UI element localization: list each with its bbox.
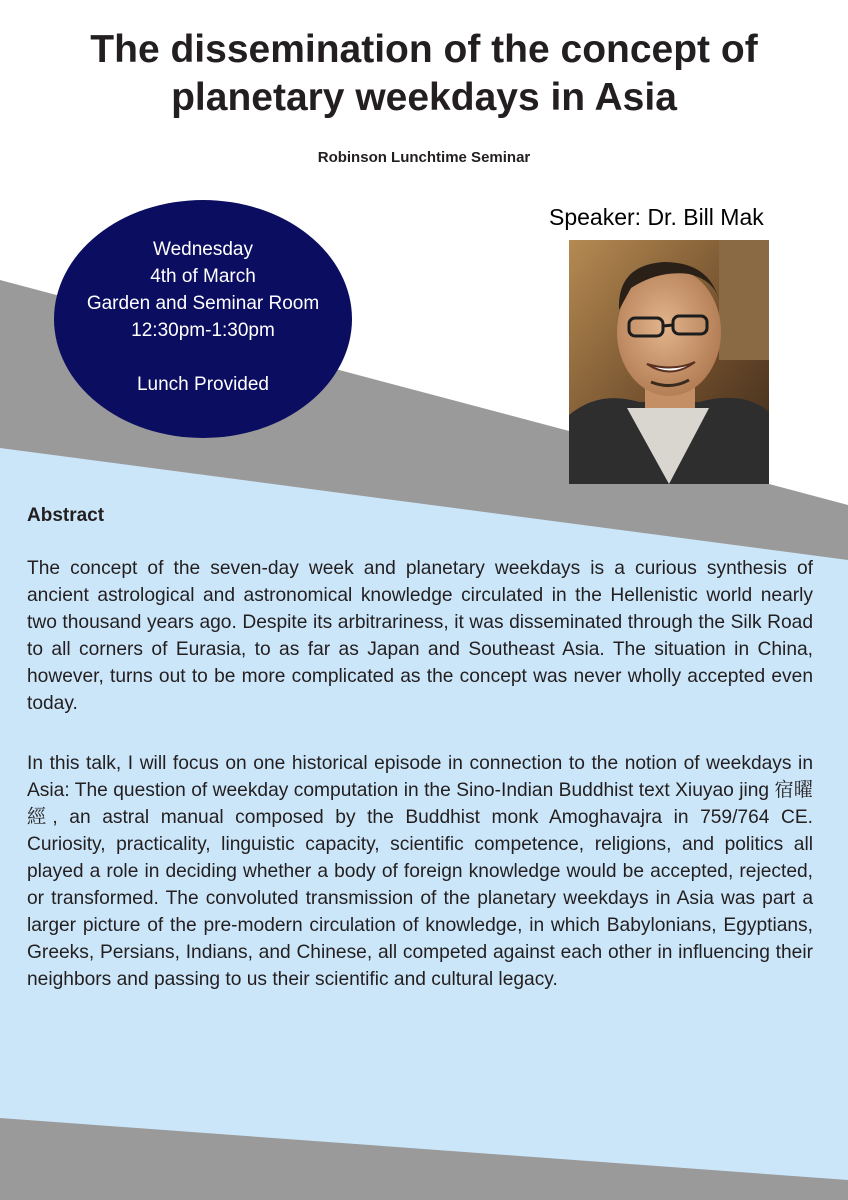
event-info-ellipse [54,200,352,438]
event-info [54,236,352,398]
seminar-series-subtitle: Robinson Lunchtime Seminar [317,149,531,166]
event-date: 4th of March [150,266,256,287]
event-time: 12:30pm-1:30pm [131,320,275,341]
speaker-label: Speaker: Dr. Bill Mak [549,204,764,230]
event-spacer [54,344,352,371]
event-note: Lunch Provided [136,374,270,395]
abstract-paragraph-2: In this talk, I will focus on one historical episode in connection to the notion of weekdays in Asia: The question of weekday computation in the Sino-Indian Buddhist text Xiuyao jing 宿曜經, an astral manual composed by the Buddhist monk Amoghavajra in 759/764 CE. Curiosity, practicality, linguistic capacity, scientific competence, religions, and politics all played a role in deciding whether a body of foreign knowledge would be accepted, rejected, or transformed. The convoluted transmission of the planetary weekdays in Asia was part a larger picture of the pre-modern circulation of knowledge, in which Babylonians, Egyptians, Greeks, Persians, Indians, and Chinese, all competed against each other in influencing their neighbors and passing to us their scientific and cultural legacy. [27,753,813,990]
speaker-photo [569,240,769,484]
page-title: The dissemination of the concept of planetary weekdays in Asia [90,28,758,119]
abstract-heading: Abstract [27,505,105,526]
abstract-paragraph-1: The concept of the seven-day week and planetary weekdays is a curious synthesis of ancient astrological and astronomical knowledge circulated in the Hellenistic world nearly two thousand years ago. Despite its arbitrariness, it was disseminated through the Silk Road to all corners of Eurasia, to as far as Japan and Southeast Asia. The situation in China, however, turns out to be more complicated as the concept was never wholly accepted even today. [27,558,813,714]
event-location: Garden and Seminar Room [86,293,320,314]
event-day: Wednesday [153,239,253,260]
